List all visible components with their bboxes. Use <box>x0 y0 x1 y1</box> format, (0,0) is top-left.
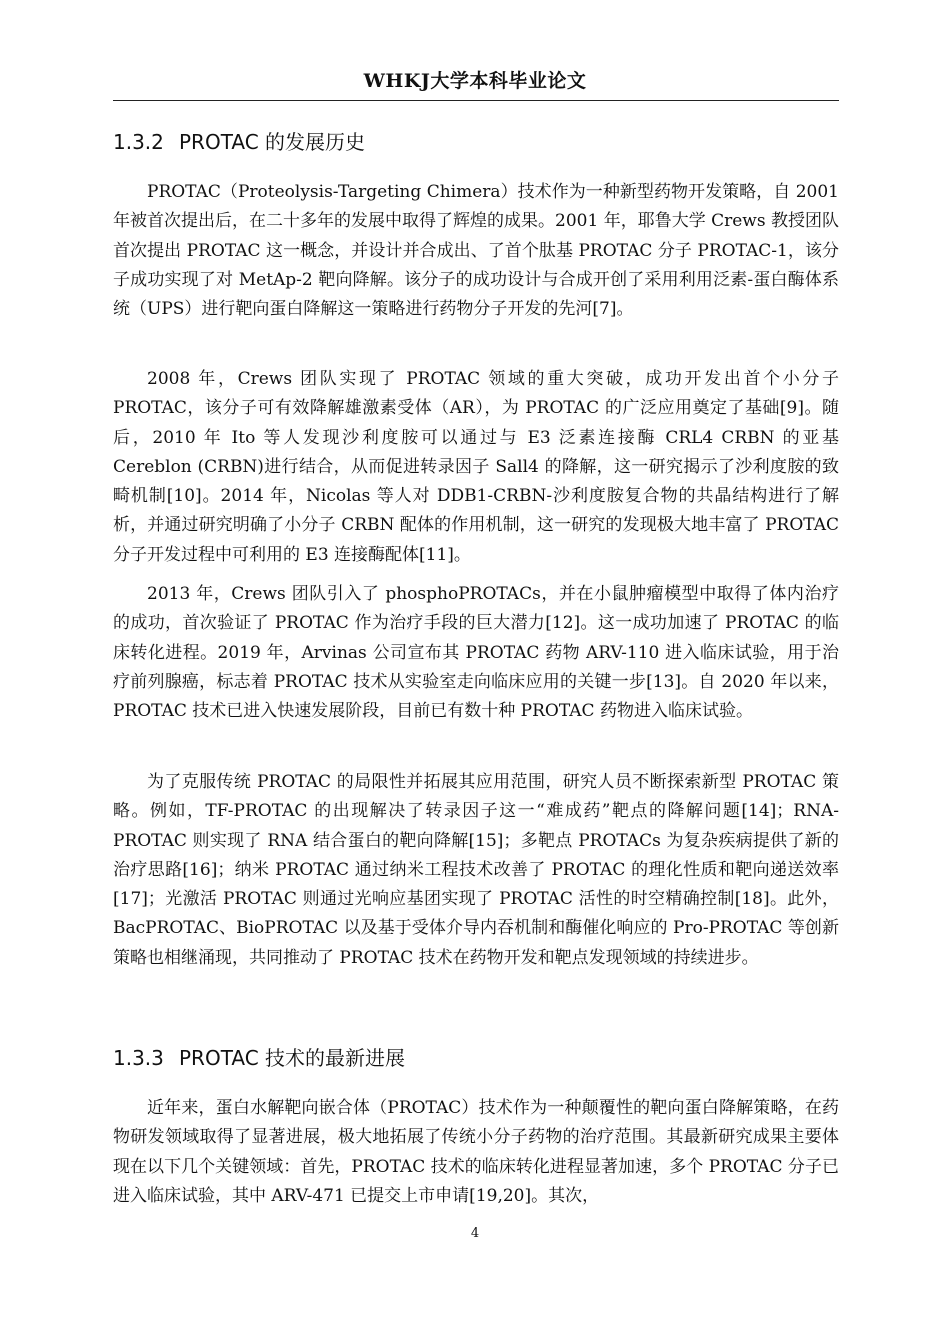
paragraph: PROTAC（Proteolysis-Targeting Chimera）技术作为一种新型药物开发策略，自 2001 年被首次提出后，在二十多年的发展中取得了辉煌的成果。2001 年，耶鲁大学 Crews 教授团队首次提出 PROTAC 这一概念，并设计并合成出、了首个肽基 PROTAC 分子 PROTAC-1，该分子成功实现了对 MetAp-2 靶向降解。该分子的成功设计与合成开创了采用利用泛素-蛋白酶体系统（UPS）进行靶向蛋白降解这一策略进行药物分子开发的先河[7]。 <box>113 182 839 320</box>
paragraph: 为了克服传统 PROTAC 的局限性并拓展其应用范围，研究人员不断探索新型 PROTAC 策略。例如，TF-PROTAC 的出现解决了转录因子这一“难成药”靶点的降解问题[14]；RNA-PROTAC 则实现了 RNA 结合蛋白的靶向降解[15]；多靶点 PROTACs 为复杂疾病提供了新的治疗思路[16]；纳米 PROTAC 通过纳米工程技术改善了 PROTAC 的理化性质和靶向递送效率[17]；光激活 PROTAC 则通过光响应基团实现了 PROTAC 活性的时空精确控制[18]。此外，BacPROTAC、BioPROTAC 以及基于受体介导内吞机制和酶催化响应的 Pro-PROTAC 等创新策略也相继涌现，共同推动了 PROTAC 技术在药物开发和靶点发现领域的持续进步。 <box>113 772 839 968</box>
section-heading-1-3-3 <box>113 1042 405 1071</box>
section-title: PROTAC 的发展历史 <box>179 130 366 154</box>
paragraph: 2013 年，Crews 团队引入了 phosphoPROTACs，并在小鼠肿瘤模型中取得了体内治疗的成功，首次验证了 PROTAC 作为治疗手段的巨大潜力[12]。这一成功加速了 PROTAC 的临床转化进程。2019 年，Arvinas 公司宣布其 PROTAC 药物 ARV-110 进入临床试验，用于治疗前列腺癌，标志着 PROTAC 技术从实验室走向临床应用的关键一步[13]。自 2020 年以来，PROTAC 技术已进入快速发展阶段，目前已有数十种 PROTAC 药物进入临床试验。 <box>113 584 839 722</box>
section-title: PROTAC 技术的最新进展 <box>179 1046 406 1070</box>
page-number: 4 <box>470 1226 480 1241</box>
section-number: 1.3.3 <box>113 1046 164 1070</box>
section-number: 1.3.2 <box>113 130 164 154</box>
header-rule <box>113 100 839 101</box>
paragraph: 2008 年，Crews 团队实现了 PROTAC 领域的重大突破，成功开发出首个小分子 PROTAC，该分子可有效降解雄激素受体（AR），为 PROTAC 的广泛应用奠定了基础[9]。随后，2010 年 Ito 等人发现沙利度胺可以通过与 E3 泛素连接酶 CRL4 CRBN 的亚基 Cereblon (CRBN)进行结合，从而促进转录因子 Sall4 的降解，这一研究揭示了沙利度胺的致畸机制[10]。2014 年，Nicolas 等人对 DDB1-CRBN-沙利度胺复合物的共晶结构进行了解析，并通过研究明确了小分子 CRBN 配体的作用机制，这一研究的发现极大地丰富了 PROTAC 分子开发过程中可利用的 E3 连接酶配体[11]。 <box>113 369 839 565</box>
section-heading-1-3-2 <box>113 126 365 155</box>
page-header: WHKJ大学本科毕业论文 <box>363 70 587 92</box>
paragraph: 近年来，蛋白水解靶向嵌合体（PROTAC）技术作为一种颠覆性的靶向蛋白降解策略，在药物研发领域取得了显著进展，极大地拓展了传统小分子药物的治疗范围。其最新研究成果主要体现在以下几个关键领域：首先，PROTAC 技术的临床转化进程显著加速，多个 PROTAC 分子已进入临床试验，其中 ARV-471 已提交上市申请[19,20]。其次， <box>113 1098 839 1206</box>
